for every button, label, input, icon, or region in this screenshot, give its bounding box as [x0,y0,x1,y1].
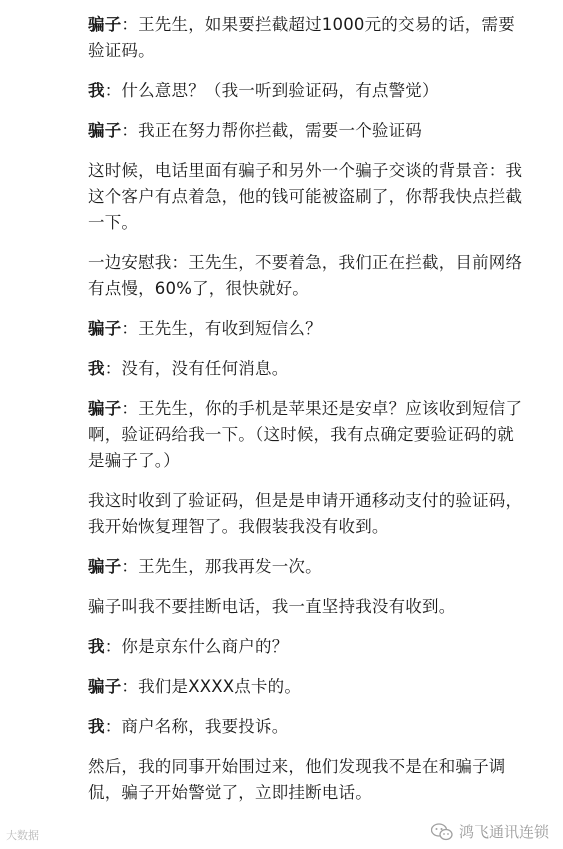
paragraph-text: 骗子叫我不要挂断电话，我一直坚持我没有收到。 [88,597,456,616]
paragraph-text: 我这时收到了验证码，但是是申请开通移动支付的验证码，我开始恢复理智了。我假装我没有收到。 [88,491,523,536]
paragraph-text: ：我们是XXXX点卡的。 [121,677,302,696]
watermark-account-name: 鸿飞通讯连锁 [458,823,549,841]
paragraph-text: ：王先生，你的手机是苹果还是安卓？应该收到短信了啊，验证码给我一下。（这时候，我有点确定要验证码的就是骗子了。） [88,399,523,470]
paragraph-text: ：王先生，那我再发一次。 [121,557,322,576]
article-body [88,12,528,820]
speaker-label: 骗子 [88,319,122,338]
paragraph-15 [88,754,528,806]
paragraph-12 [88,634,528,660]
speaker-label: 我 [88,81,105,100]
wechat-icon [431,823,453,841]
paragraph-14 [88,714,528,740]
paragraph-4 [88,158,528,236]
paragraph-text: 然后，我的同事开始围过来，他们发现我不是在和骗子调侃，骗子开始警觉了，立即挂断电话。 [88,757,506,802]
paragraph-text: ：王先生，如果要拦截超过1000元的交易的话，需要验证码。 [88,15,515,60]
speaker-label: 骗子 [88,399,122,418]
paragraph-13 [88,674,528,700]
paragraph-text: ：什么意思？（我一听到验证码，有点警觉） [104,81,439,100]
speaker-label: 骗子 [88,15,122,34]
paragraph-9 [88,488,528,540]
paragraph-5 [88,250,528,302]
speaker-label: 我 [88,637,105,656]
paragraph-10 [88,554,528,580]
paragraph-11 [88,594,528,620]
paragraph-3 [88,118,528,144]
paragraph-2 [88,78,528,104]
watermark-left: 大数据 [6,829,39,842]
speaker-label: 骗子 [88,121,122,140]
paragraph-6 [88,316,528,342]
paragraph-text: ：我正在努力帮你拦截，需要一个验证码 [121,121,423,140]
paragraph-text: ：商户名称，我要投诉。 [104,717,289,736]
paragraph-7 [88,356,528,382]
speaker-label: 我 [88,359,105,378]
paragraph-text: 一边安慰我：王先生，不要着急，我们正在拦截，目前网络有点慢，60%了，很快就好。 [88,253,523,298]
paragraph-1 [88,12,528,64]
speaker-label: 骗子 [88,557,122,576]
footer-watermarks [0,817,563,849]
speaker-label: 我 [88,717,105,736]
paragraph-8 [88,396,528,474]
watermark-right [431,821,549,842]
paragraph-text: ：没有，没有任何消息。 [104,359,289,378]
paragraph-text: 这时候，电话里面有骗子和另外一个骗子交谈的背景音：我这个客户有点着急，他的钱可能被盗刷了，你帮我快点拦截一下。 [88,161,523,232]
paragraph-text: ：你是京东什么商户的？ [104,637,289,656]
speaker-label: 骗子 [88,677,122,696]
paragraph-text: ：王先生，有收到短信么？ [121,319,322,338]
